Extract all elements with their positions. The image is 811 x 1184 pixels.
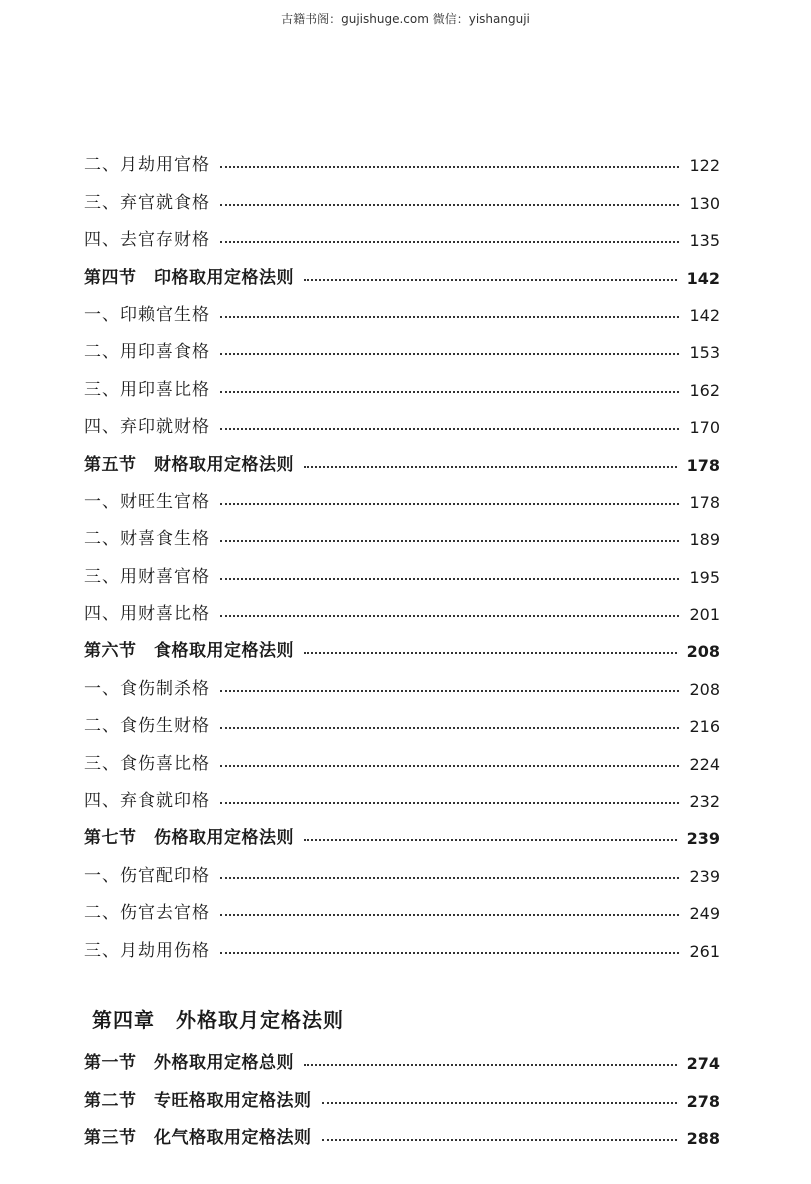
toc-entry[interactable] [84,362,720,399]
leader-dots [220,615,679,617]
leader-dots [304,1064,677,1066]
leader-dots [220,914,679,916]
toc-section-page: 208 [686,642,720,662]
toc-entry[interactable] [84,288,720,325]
leader-dots [220,503,679,505]
toc-entry-page: 130 [689,193,720,213]
toc-entry-label: 三、月劫用伤格 [84,940,210,961]
leader-dots [220,877,679,879]
toc-section-page: 178 [686,455,720,475]
toc-entry[interactable] [84,699,720,736]
toc-entry[interactable] [84,512,720,549]
toc-section-entry[interactable] [84,811,720,848]
leader-dots [220,428,679,430]
toc-entry[interactable] [84,774,720,811]
toc-entry-page: 153 [689,343,720,363]
toc-entry-page: 189 [689,530,720,550]
toc-entry-label: 二、财喜食生格 [84,529,210,550]
toc-entry[interactable] [84,138,720,175]
toc-entry-label: 一、伤官配印格 [84,865,210,886]
leader-dots [220,316,679,318]
toc-section-label: 第七节 伤格取用定格法则 [84,828,294,849]
leader-dots [220,391,679,393]
toc-entry[interactable] [84,213,720,250]
toc-entry-page: 135 [689,231,720,251]
toc-entry[interactable] [84,661,720,698]
page-header: 古籍书阁：gujishuge.com 微信：yishanguji [281,12,530,26]
leader-dots [304,839,677,841]
toc-section-label: 第六节 食格取用定格法则 [84,641,294,662]
leader-dots [304,652,677,654]
leader-dots [322,1139,677,1141]
toc-section-label: 第五节 财格取用定格法则 [84,454,294,475]
leader-dots [304,466,677,468]
toc-entry-page: 170 [689,418,720,438]
leader-dots [220,765,679,767]
toc-entry-label: 二、食伤生财格 [84,716,210,737]
toc-entry[interactable] [84,400,720,437]
toc-section-label: 第二节 专旺格取用定格法则 [84,1090,312,1111]
toc-entry-label: 二、伤官去官格 [84,903,210,924]
leader-dots [220,952,679,954]
toc-entry[interactable] [84,736,720,773]
toc-entry[interactable] [84,475,720,512]
toc-section-entry[interactable] [84,1073,720,1110]
toc-entry[interactable] [84,549,720,586]
leader-dots [220,241,679,243]
toc-entry-label: 二、用印喜食格 [84,342,210,363]
toc-section-entry[interactable] [84,250,720,287]
toc-entry-page: 232 [689,792,720,812]
toc-entry-label: 二、月劫用官格 [84,155,210,176]
toc-entry-label: 四、弃食就印格 [84,791,210,812]
toc-entry-page: 178 [689,492,720,512]
leader-dots [220,690,679,692]
toc-entry-page: 239 [689,866,720,886]
toc-entry-page: 195 [689,567,720,587]
toc-entry-label: 三、用财喜官格 [84,566,210,587]
toc-entry-label: 一、食伤制杀格 [84,678,210,699]
toc-section-entry[interactable] [84,1036,720,1073]
toc-entry-label: 四、弃印就财格 [84,417,210,438]
toc-entry-page: 208 [689,679,720,699]
toc-section-entry[interactable] [84,437,720,474]
toc-entry-label: 四、去官存财格 [84,230,210,251]
toc-section-label: 第一节 外格取用定格总则 [84,1053,294,1074]
toc-section-entry[interactable] [84,1111,720,1148]
leader-dots [304,279,677,281]
toc-section-page: 142 [686,268,720,288]
toc-section-page: 288 [686,1129,720,1149]
toc-entry[interactable] [84,325,720,362]
toc-section-page: 239 [686,829,720,849]
toc-entry-label: 三、用印喜比格 [84,379,210,400]
toc-entry-label: 一、财旺生官格 [84,491,210,512]
leader-dots [220,802,679,804]
toc-entry-label: 三、食伤喜比格 [84,753,210,774]
toc-list [84,138,720,961]
toc-entry-label: 一、印赖官生格 [84,304,210,325]
toc-entry[interactable] [84,923,720,960]
leader-dots [220,204,679,206]
toc-section-entry[interactable] [84,624,720,661]
toc-section-page: 278 [686,1091,720,1111]
toc-entry-page: 224 [689,754,720,774]
toc-entry-label: 三、弃官就食格 [84,192,210,213]
chapter-toc-list [84,1036,720,1148]
leader-dots [220,353,679,355]
toc-section-label: 第三节 化气格取用定格法则 [84,1128,312,1149]
toc-section-label: 第四节 印格取用定格法则 [84,267,294,288]
toc-entry[interactable] [84,175,720,212]
toc-entry-label: 四、用财喜比格 [84,604,210,625]
toc-entry-page: 142 [689,305,720,325]
toc-entry-page: 201 [689,605,720,625]
toc-entry[interactable] [84,587,720,624]
leader-dots [220,578,679,580]
toc-entry-page: 216 [689,717,720,737]
toc-entry[interactable] [84,886,720,923]
leader-dots [322,1102,677,1104]
toc-entry-page: 162 [689,380,720,400]
toc-entry-page: 122 [689,156,720,176]
toc-entry-page: 261 [689,941,720,961]
toc-section-page: 274 [686,1054,720,1074]
chapter-title[interactable]: 第四章 外格取月定格法则 [92,1008,344,1032]
toc-entry-page: 249 [689,904,720,924]
leader-dots [220,727,679,729]
leader-dots [220,540,679,542]
leader-dots [220,166,679,168]
toc-entry[interactable] [84,848,720,885]
